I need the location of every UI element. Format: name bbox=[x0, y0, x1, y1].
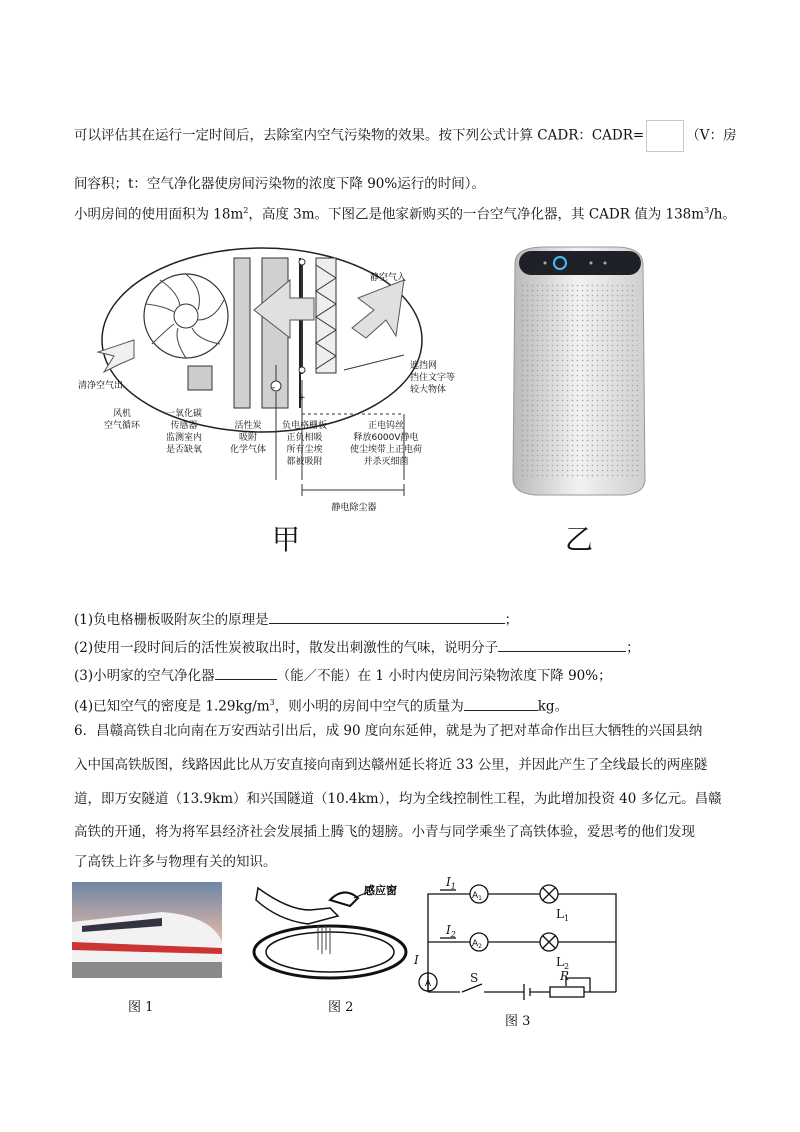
ammeter-A2: $A_2$ bbox=[472, 939, 482, 950]
q6-line-3: 道，即万安隧道（13.9km）和兴国隧道（10.4km），均为全线控制性工程，为此增加投资 40 多亿元。昌赣 bbox=[74, 791, 722, 807]
answer-blank-3[interactable] bbox=[215, 665, 277, 680]
intro-line-3-a: 小明房间的使用面积为 18m bbox=[74, 206, 244, 223]
question-2: (2)使用一段时间后的活性炭被取出时，散发出刺激性的气味，说明分子 ； bbox=[74, 637, 640, 658]
formula-image-placeholder bbox=[646, 120, 684, 152]
circuit-diagram bbox=[410, 874, 640, 1004]
question-3: (3)小明家的空气净化器 （能／不能）在 1 小时内使房间污染物浓度下降 90%； bbox=[74, 665, 612, 686]
label-co-sensor: 一氧化碳 传感器 监测室内 是否缺氧 bbox=[166, 409, 203, 455]
intro-line-1-b: （V：房 bbox=[686, 127, 737, 144]
caption-yi: 乙 bbox=[565, 523, 594, 556]
label-electrostatic: 静电除尘器 bbox=[331, 503, 377, 513]
intro-line-3-sup2: 3 bbox=[704, 206, 710, 215]
answer-blank-1[interactable] bbox=[269, 609, 505, 624]
answer-blank-4[interactable] bbox=[464, 696, 538, 711]
label-S: S bbox=[470, 971, 479, 985]
negative-sign: - bbox=[272, 383, 276, 393]
label-L1: $L_1$ bbox=[556, 907, 570, 923]
ammeter-A: A bbox=[424, 979, 432, 989]
high-speed-train-image bbox=[72, 882, 222, 978]
label-R: R bbox=[560, 969, 570, 983]
label-clean-out: 清净空气出 bbox=[78, 381, 124, 391]
ammeter-A1: $A_1$ bbox=[472, 891, 482, 902]
label-screen: 遮挡网 挡住文字等 较大物体 bbox=[410, 361, 456, 395]
label-I2: $I_2$ bbox=[446, 923, 456, 939]
label-carbon: 活性炭 吸附 化学气体 bbox=[230, 421, 267, 455]
q6-line-1: 6．昌赣高铁自北向南在万安西站引出后，成 90 度向东延伸，就是为了把对革命作出巨大牺牲的兴国县纳 bbox=[74, 723, 703, 739]
q6-line-5: 了高铁上许多与物理有关的知识。 bbox=[74, 854, 277, 870]
intro-line-1-a: 可以评估其在运行一定时间后，去除室内空气污染物的效果。按下列公式计算 CADR：CADR= bbox=[74, 127, 645, 144]
label-neg-grid: 负电格栅板 正负相吸 所有尘埃 都被吸附 bbox=[282, 421, 328, 467]
label-I1: $I_1$ bbox=[446, 875, 456, 891]
intro-line-2: 间容积；t：空气净化器使房间污染物的浓度下降 90%运行的时间）。 bbox=[74, 176, 485, 192]
intro-line-3 bbox=[74, 201, 736, 225]
intro-line-3-b: ，高度 3m。下图乙是他家新购买的一台空气净化器，其 CADR 值为 138m bbox=[248, 206, 705, 223]
question-1: (1)负电格栅板吸附灰尘的原理是 ； bbox=[74, 609, 518, 630]
q6-line-4: 高铁的开通，将为将军县经济社会发展插上腾飞的翅膀。小青与同学乘坐了高铁体验，爱思考的他们发现 bbox=[74, 824, 695, 840]
answer-blank-2[interactable] bbox=[498, 637, 626, 652]
intro-line-1 bbox=[74, 120, 737, 152]
air-purifier-photo bbox=[505, 243, 655, 498]
hand-sensor-diagram bbox=[248, 880, 418, 990]
sensor-window-label: 感应窗 bbox=[364, 884, 397, 897]
intro-line-3-sup: 2 bbox=[243, 206, 249, 215]
label-tungsten: 正电钨丝 释放6000V静电 使尘埃带上正电荷 并杀灭细菌 bbox=[350, 421, 423, 467]
figure-1-caption: 图 1 bbox=[128, 1000, 154, 1015]
intro-line-3-c: /h。 bbox=[709, 206, 736, 223]
positive-sign: + bbox=[298, 393, 306, 403]
figure-3-caption: 图 3 bbox=[505, 1014, 531, 1029]
label-intake: 静空气入 bbox=[370, 273, 407, 283]
caption-jia: 甲 bbox=[272, 523, 301, 556]
question-4: (4)已知空气的密度是 $1.29kg/m^3$，则小明的房间中空气的质量为 kg。 bbox=[74, 693, 568, 717]
label-L2: $L_2$ bbox=[556, 955, 570, 971]
label-fan: 风机 空气循环 bbox=[104, 409, 141, 431]
q6-line-2: 入中国高铁版图，线路因此比从万安直接向南到达赣州延长将近 33 公里，并因此产生了全线最长的两座隧 bbox=[74, 757, 708, 773]
fan-icon bbox=[144, 274, 228, 358]
figure-2-caption: 图 2 bbox=[328, 1000, 354, 1015]
label-I: I bbox=[414, 953, 419, 967]
